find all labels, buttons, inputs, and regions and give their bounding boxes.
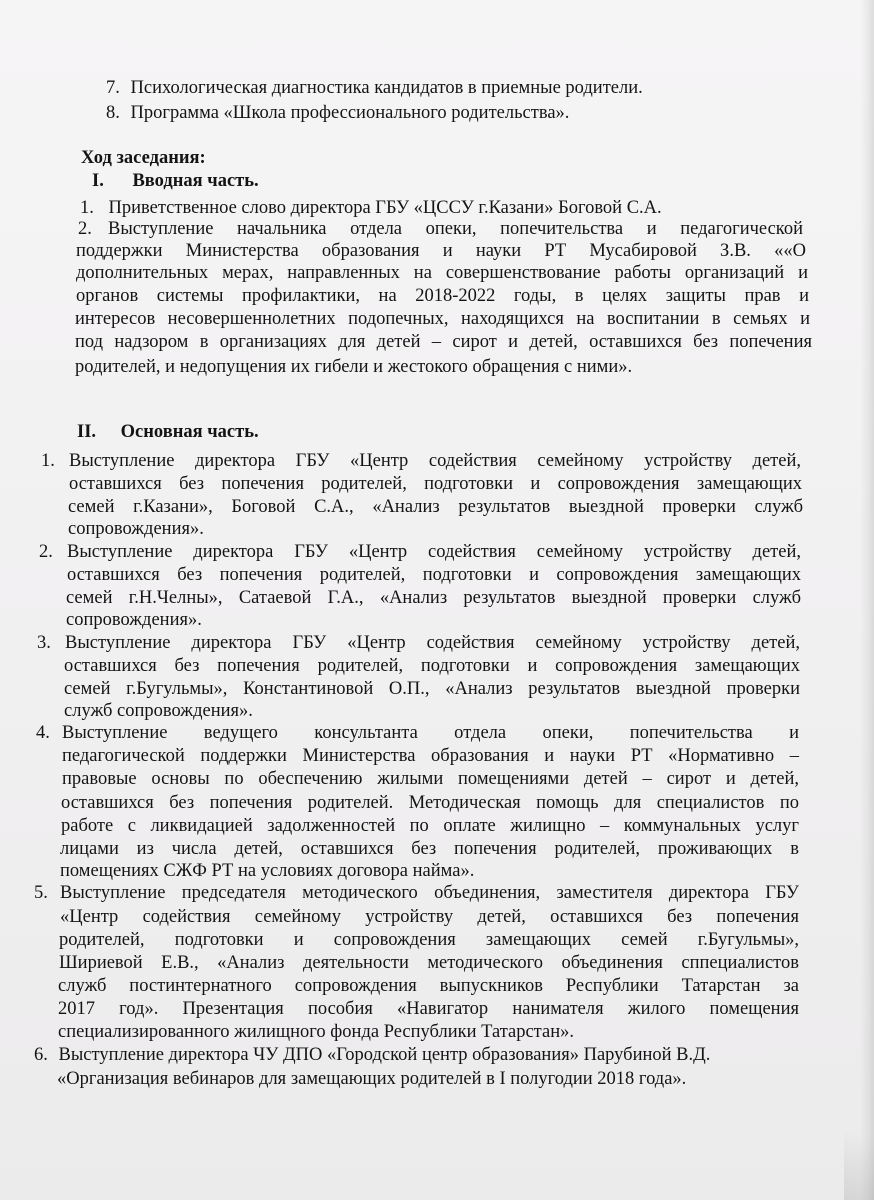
paragraph-line: семей г.Бугульмы», Константиновой О.П., «Анализ результатов выездной проверки: [64, 679, 800, 699]
paragraph-line: дополнительных мерах, направленных на совершенствование работы организаций и: [76, 263, 808, 283]
list-number: 5.: [34, 883, 48, 903]
section-2-heading: [77, 421, 259, 443]
section-roman-numeral: I.: [92, 171, 104, 191]
paragraph-line: служб постинтернатного сопровождения выпускников Республики Татарстан за: [58, 976, 799, 996]
paragraph-line: лицами из числа детей, оставшихся без попечения родителей, проживающих в: [60, 839, 799, 859]
list-number: 4.: [36, 723, 50, 743]
paragraph-line: 2017 год». Презентация пособия «Навигатор нанимателя жилого помещения: [58, 999, 799, 1019]
paragraph-line: «Организация вебинаров для замещающих родителей в I полугодии 2018 года».: [57, 1069, 687, 1089]
paragraph-line: семей г.Казани», Боговой С.А., «Анализ результатов выездной проверки служб: [68, 497, 803, 517]
list-number: 8.: [106, 103, 120, 123]
section-1-heading: [92, 170, 259, 192]
page-edge-shadow: [860, 0, 874, 1200]
paragraph-line: оставшихся без попечения родителей, подготовки и сопровождения замещающих: [69, 474, 802, 494]
list-number: 2.: [39, 542, 53, 562]
paragraph-line: Выступление начальника отдела опеки, попечительства и педагогической: [108, 219, 803, 239]
paragraph-line: поддержки Министерства образования и науки РТ Мусабировой З.В. ««О: [76, 241, 806, 261]
paragraph-line: интересов несовершеннолетних подопечных, находящихся на воспитании в семьях и: [75, 309, 810, 329]
list-item-text: Программа «Школа профессионального родительства».: [130, 103, 570, 123]
paragraph-line: Выступление директора ЧУ ДПО «Городской центр образования» Парубиной В.Д.: [58, 1045, 711, 1065]
paragraph-line: оставшихся без попечения родителей. Методическая помощь для специалистов по: [61, 793, 799, 813]
list-number: 1.: [41, 451, 55, 471]
paragraph-line: правовые основы по обеспечению жилыми помещениями детей – сирот и детей,: [62, 769, 799, 789]
paragraph-line: педагогической поддержки Министерства образования и науки РТ «Нормативно –: [62, 746, 799, 766]
paragraph-line: Выступление ведущего консультанта отдела опеки, попечительства и: [62, 723, 799, 743]
list-number: 1.: [80, 198, 94, 218]
paragraph-line: «Центр содействия семейному устройству детей, оставшихся без попечения: [60, 907, 799, 927]
paragraph-line: помещениях СЖФ РТ на условиях договора найма».: [60, 861, 475, 881]
paragraph-line: родителей, подготовки и сопровождения замещающих семей г.Бугульмы»,: [59, 930, 799, 950]
paragraph-line: Выступление директора ГБУ «Центр содействия семейному устройству детей,: [65, 633, 800, 653]
section-title: Основная часть.: [120, 422, 259, 442]
paragraph-line: родителей, и недопущения их гибели и жестокого обращения с ними».: [75, 357, 633, 377]
paragraph-line: оставшихся без попечения родителей, подготовки и сопровождения замещающих: [64, 656, 800, 676]
paragraph-line: специализированного жилищного фонда Республики Татарстан».: [58, 1022, 574, 1042]
paragraph-line: органов системы профилактики, на 2018-2022 годы, в целях защиты прав и: [76, 286, 809, 306]
paragraph-line: Выступление директора ГБУ «Центр содействия семейному устройству детей,: [67, 542, 801, 562]
paragraph-line: сопровождения».: [66, 610, 202, 630]
paragraph-line: Шириевой Е.В., «Анализ деятельности методического объединения сппециалистов: [59, 953, 799, 973]
paragraph-line: под надзором в организациях для детей – сирот и детей, оставшихся без попечения: [75, 332, 812, 352]
paragraph-line: служб сопровождения».: [64, 701, 253, 721]
section-title: Вводная часть.: [132, 171, 259, 191]
paragraph-line: семей г.Н.Челны», Сатаевой Г.А., «Анализ результатов выездной проверки служб: [66, 588, 801, 608]
list-number: 6.: [34, 1045, 48, 1065]
paragraph-line: работе с ликвидацией задолженностей по оплате жилищно – коммунальных услуг: [61, 816, 799, 836]
page-corner-fold: [844, 1090, 874, 1200]
progress-heading: Ход заседания:: [81, 148, 206, 168]
section-roman-numeral: II.: [77, 422, 97, 442]
paragraph-line: Выступление председателя методического объединения, заместителя директора ГБУ: [60, 883, 799, 903]
list-number: 2.: [78, 219, 92, 239]
top-list-item-7: [106, 77, 643, 99]
list-number: 3.: [37, 633, 51, 653]
list-item-text: Психологическая диагностика кандидатов в приемные родители.: [130, 78, 643, 98]
paragraph-line: сопровождения».: [68, 519, 204, 539]
top-list-item-8: [106, 102, 569, 124]
paragraph-line: Выступление директора ГБУ «Центр содействия семейному устройству детей,: [69, 451, 801, 471]
paragraph-line: оставшихся без попечения родителей, подготовки и сопровождения замещающих: [67, 565, 801, 585]
list-item-text: Приветственное слово директора ГБУ «ЦССУ г.Казани» Боговой С.А.: [108, 198, 662, 218]
section-1-item-1: [80, 197, 662, 219]
list-number: 7.: [106, 78, 120, 98]
